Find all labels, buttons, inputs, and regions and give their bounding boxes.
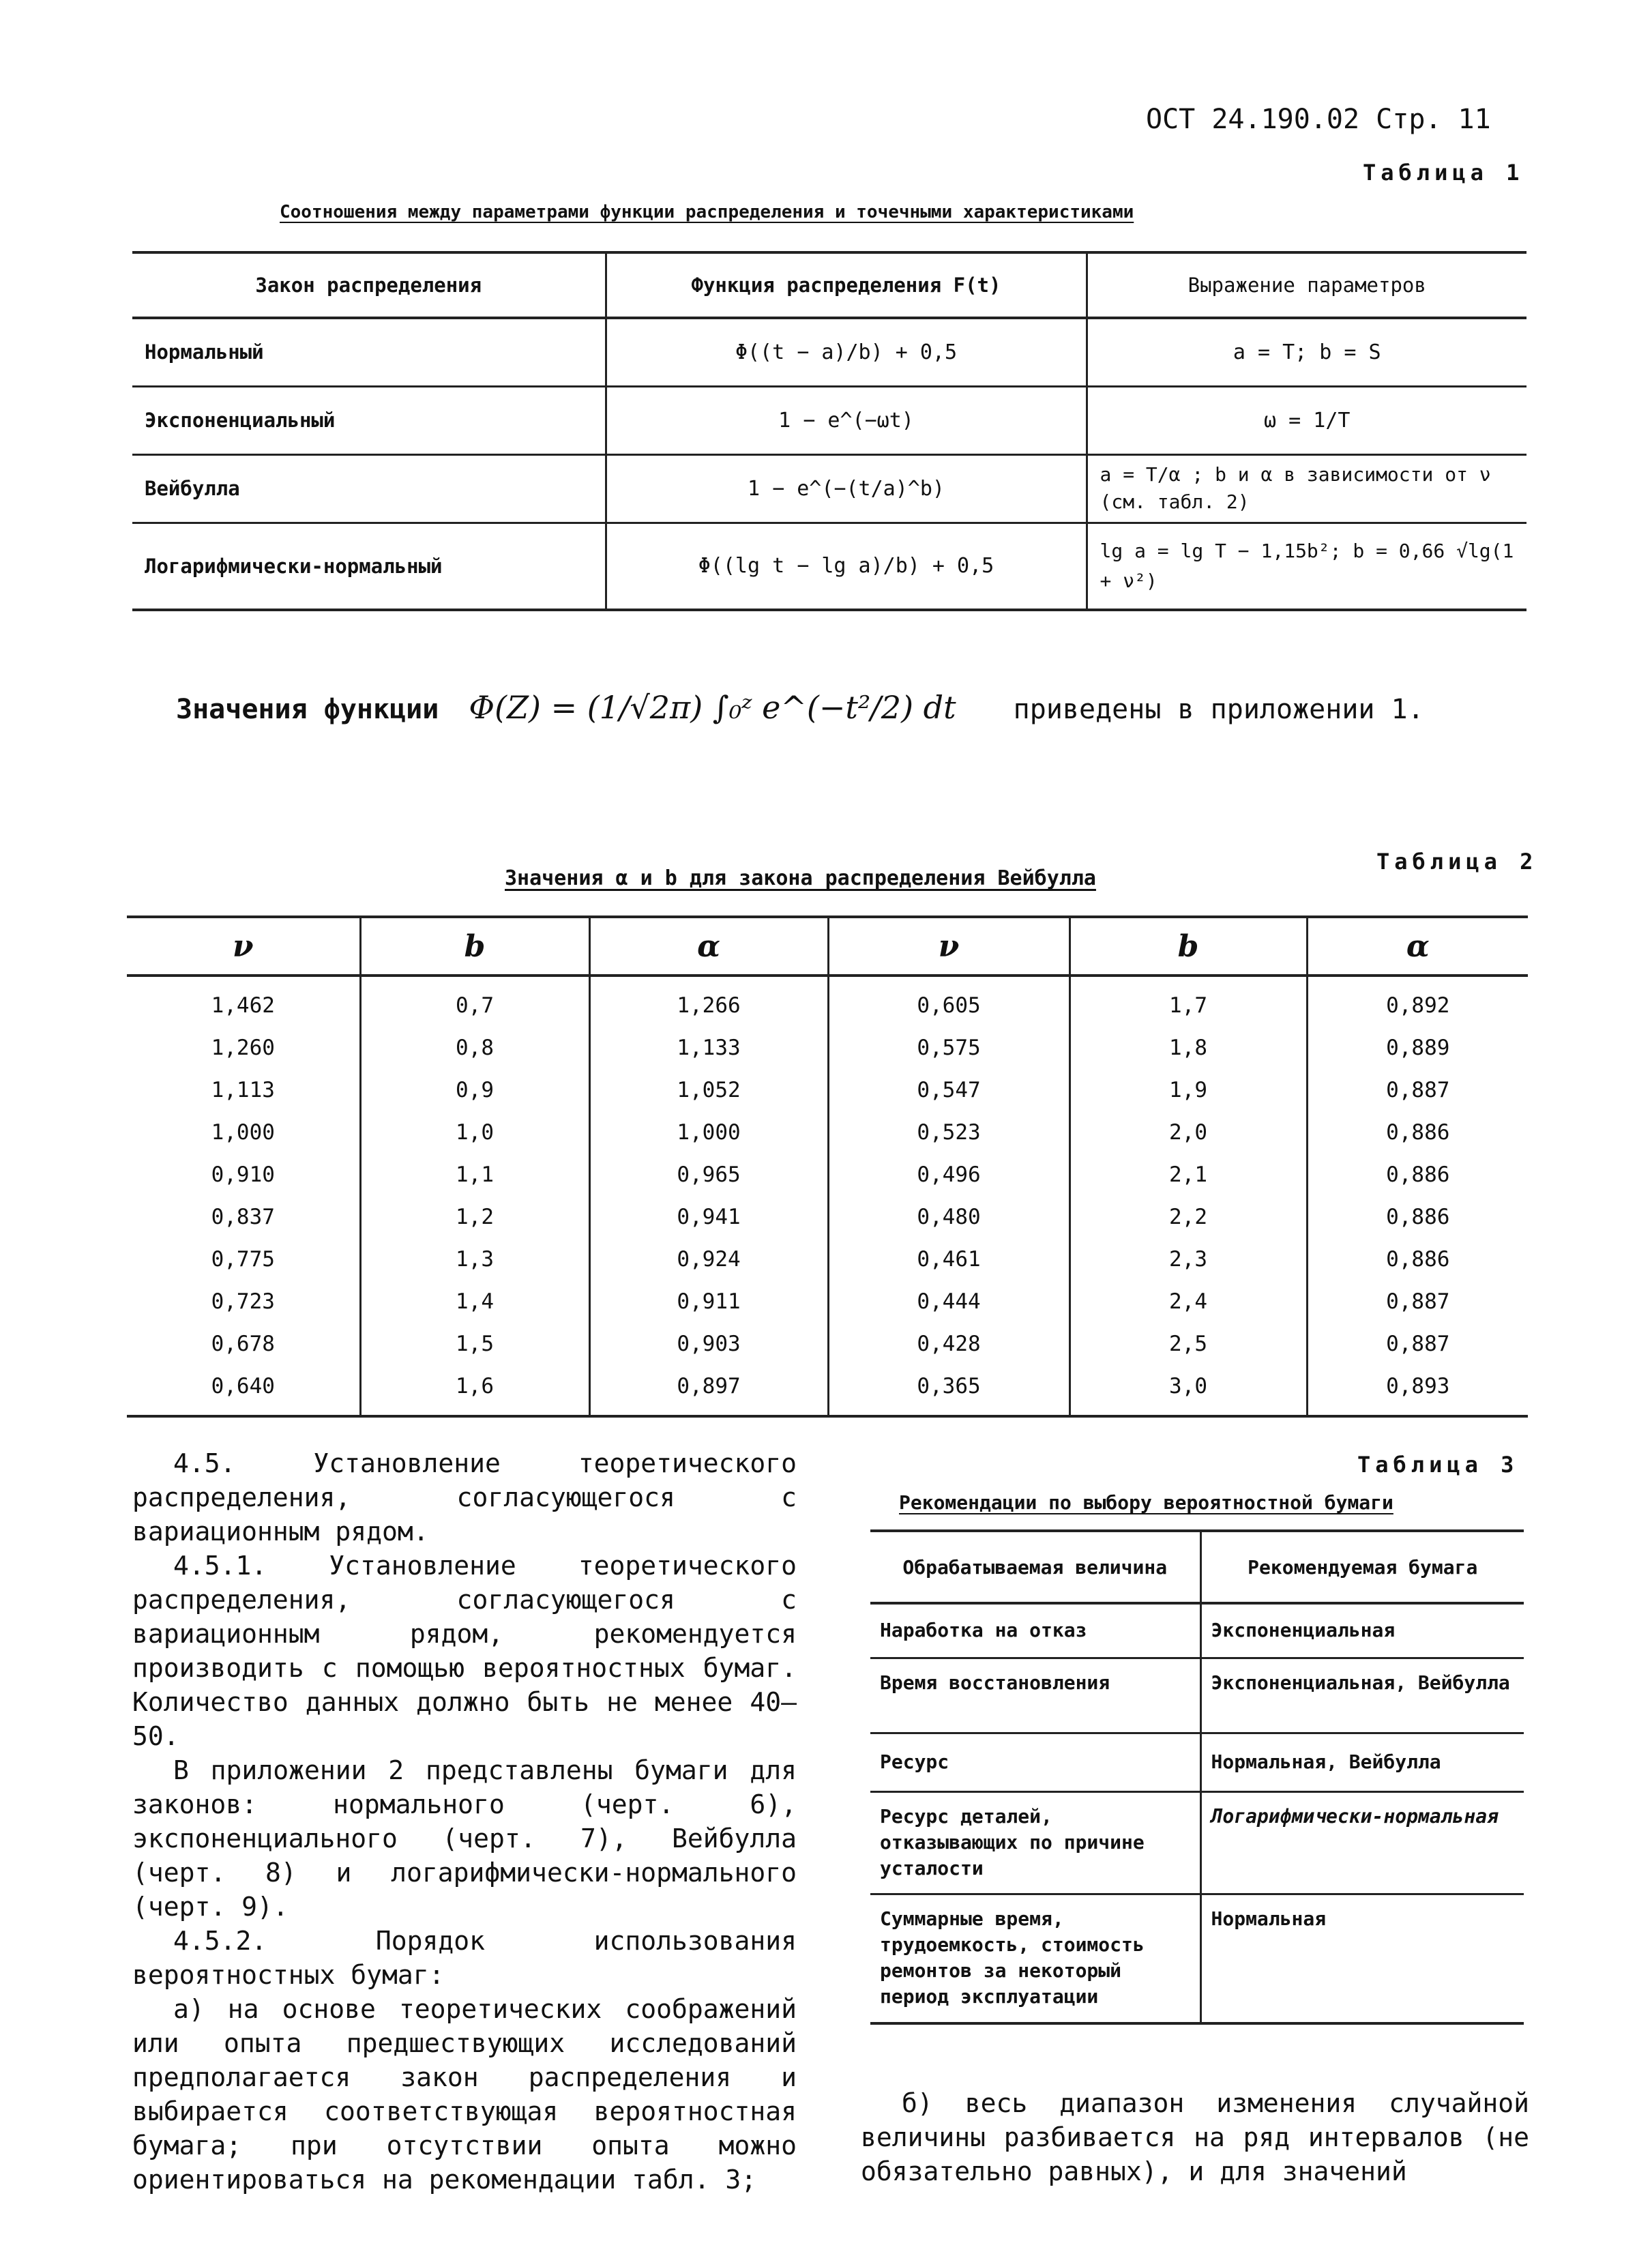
right-paragraph: б) весь диапазон изменения случайной величины разбивается на ряд интервалов (не обязательно равных), и для значений: [861, 2088, 1529, 2186]
table2-cell: 0,575: [828, 1027, 1070, 1069]
table-row: [127, 1323, 1528, 1365]
table2-cell: 0,911: [589, 1280, 828, 1323]
table2-cell: 1,260: [211, 1036, 275, 1060]
table2-cell: 2,5: [1070, 1323, 1307, 1365]
table2-cell: 0,924: [589, 1238, 828, 1280]
table2-header-nu: ν: [828, 917, 1070, 976]
table2-cell: 0,886: [1307, 1154, 1528, 1196]
table-row: [132, 523, 1526, 610]
table2-cell: 0,887: [1307, 1323, 1528, 1365]
table1-function: Φ((t − a)/b) + 0,5: [606, 318, 1087, 386]
table2-cell: 0,892: [1307, 976, 1528, 1027]
table-row: [870, 1791, 1524, 1894]
table2-cell: 0,897: [589, 1365, 828, 1416]
formula-lead: Значения функции: [176, 694, 439, 725]
table-row: [870, 1733, 1524, 1791]
table3: [870, 1529, 1524, 2025]
table1: [132, 251, 1526, 611]
table2-cell: 0,887: [1307, 1280, 1528, 1323]
table3-caption: Таблица 3: [1357, 1452, 1519, 1478]
table2-cell: 1,1: [360, 1154, 589, 1196]
table2-cell: 0,837: [211, 1205, 275, 1229]
table1-function: 1 − e^(−(t/a)^b): [606, 454, 1087, 523]
table3-paper: Нормальная: [1200, 1894, 1524, 2023]
table2-cell: 0,428: [828, 1323, 1070, 1365]
table1-function: 1 − e^(−ωt): [606, 386, 1087, 454]
table-row: [127, 1238, 1528, 1280]
table2-cell: 1,4: [360, 1280, 589, 1323]
table1-header-function: Функция распределения F(t): [606, 252, 1087, 318]
table2-cell: 1,052: [589, 1069, 828, 1111]
table2-cell: 0,941: [589, 1196, 828, 1238]
table1-params: ω = 1/T: [1087, 386, 1526, 454]
formula-line: [176, 689, 1424, 726]
table2-cell: 0,887: [1307, 1069, 1528, 1111]
table-row: [870, 1658, 1524, 1733]
table3-title: Рекомендации по выбору вероятностной бумаги: [899, 1491, 1393, 1514]
table2-cell: 0,775: [211, 1247, 275, 1272]
table1-law: Вейбулла: [132, 454, 606, 523]
table2-cell: 0,605: [828, 976, 1070, 1027]
table3-paper: Нормальная, Вейбулла: [1200, 1733, 1524, 1791]
table2-cell: 0,910: [211, 1162, 275, 1187]
table-row: [870, 1603, 1524, 1658]
table3-header-quantity: Обрабатываемая величина: [902, 1555, 1168, 1579]
table1-law: Логарифмически-нормальный: [132, 523, 606, 610]
table2: [127, 915, 1528, 1418]
table-row: [127, 1027, 1528, 1069]
table2-cell: 0,547: [828, 1069, 1070, 1111]
table2-cell: 1,000: [211, 1120, 275, 1145]
table2-header-nu: ν: [127, 917, 360, 976]
table3-quantity: Ресурс деталей, отказывающих по причине усталости: [880, 1804, 1145, 1879]
table2-cell: 1,266: [589, 976, 828, 1027]
table2-cell: 1,133: [589, 1027, 828, 1069]
paragraph: 4.5. Установление теоретического распределения, согласующегося с вариационным рядом.: [132, 1448, 797, 1547]
table2-cell: 0,903: [589, 1323, 828, 1365]
table3-quantity: Суммарные время, трудоемкость, стоимость ремонтов за некоторый период эксплуатации: [880, 1907, 1145, 2008]
table2-cell: 0,9: [360, 1069, 589, 1111]
table2-cell: 2,1: [1070, 1154, 1307, 1196]
table2-cell: 0,7: [360, 976, 589, 1027]
table2-cell: 1,9: [1070, 1069, 1307, 1111]
table-row: [127, 1196, 1528, 1238]
table1-law: Экспоненциальный: [132, 386, 606, 454]
table2-header-alpha: α: [589, 917, 828, 976]
table3-paper: Логарифмически-нормальная: [1200, 1791, 1524, 1894]
table-row: [127, 976, 1528, 1027]
formula-expression: Φ(Z) = (1/√2π) ∫₀ᶻ e^(−t²/2) dt: [469, 689, 956, 726]
table2-cell: 1,113: [211, 1078, 275, 1102]
table1-law: Нормальный: [132, 318, 606, 386]
table2-cell: 0,640: [127, 1365, 360, 1416]
table2-cell: 3,0: [1070, 1365, 1307, 1416]
table2-cell: 0,365: [828, 1365, 1070, 1416]
paragraph: 4.5.1. Установление теоретического распределения, согласующегося с вариационным рядом, рекомендуется производить с помощью вероятностных бумаг. Количество данных должно быть не менее 40–50.: [132, 1551, 797, 1751]
paragraph: В приложении 2 представлены бумаги для законов: нормального (черт. 6), экспоненциального (черт. 7), Вейбулла (черт. 8) и логарифмически-нормального (черт. 9).: [132, 1755, 797, 1922]
table2-cell: 1,6: [360, 1365, 589, 1416]
table2-cell: 0,723: [211, 1289, 275, 1314]
table-row: [132, 454, 1526, 523]
table3-quantity: Время восстановления: [880, 1671, 1110, 1694]
table1-header-law: Закон распределения: [132, 252, 606, 318]
table2-cell: 0,893: [1307, 1365, 1528, 1416]
table-row: [132, 318, 1526, 386]
table2-cell: 0,8: [360, 1027, 589, 1069]
table-row: [127, 1111, 1528, 1154]
table2-title: Значения α и b для закона распределения Вейбулла: [505, 866, 1096, 890]
table1-title: Соотношения между параметрами функции распределения и точечными характеристиками: [280, 202, 1134, 222]
table2-cell: 2,0: [1070, 1111, 1307, 1154]
table2-cell: 1,2: [360, 1196, 589, 1238]
table3-quantity: Ресурс: [880, 1750, 949, 1773]
table2-cell: 0,480: [828, 1196, 1070, 1238]
table3-paper: Экспоненциальная: [1200, 1603, 1524, 1658]
table2-cell: 0,496: [828, 1154, 1070, 1196]
table2-cell: 1,462: [211, 993, 275, 1018]
table2-cell: 1,000: [589, 1111, 828, 1154]
table2-cell: 2,4: [1070, 1280, 1307, 1323]
table-row: [870, 1894, 1524, 2023]
table-row: [132, 386, 1526, 454]
table2-cell: 2,2: [1070, 1196, 1307, 1238]
table2-cell: 0,678: [211, 1332, 275, 1356]
table2-cell: 0,886: [1307, 1111, 1528, 1154]
table2-cell: 0,965: [589, 1154, 828, 1196]
left-text-column: [132, 1446, 797, 2197]
paragraph: а) на основе теоретических соображений или опыта предшествующих исследований предполагается закон распределения и выбирается соответствующая вероятностная бумага; при отсутствии опыта можно ориентироваться на рекомендации табл. 3;: [132, 1994, 797, 2195]
table1-header-params: Выражение параметров: [1087, 252, 1526, 318]
table3-header-paper: Рекомендуемая бумага: [1200, 1531, 1524, 1603]
table2-cell: 1,0: [360, 1111, 589, 1154]
table-row: [127, 1154, 1528, 1196]
page-header: ОСТ 24.190.02 Стр. 11: [1146, 104, 1491, 135]
table1-params: a = T/α ; b и α в зависимости от ν (см. табл. 2): [1087, 454, 1526, 523]
table2-cell: 0,886: [1307, 1238, 1528, 1280]
table3-paper: Экспоненциальная, Вейбулла: [1200, 1658, 1524, 1733]
table2-cell: 0,886: [1307, 1196, 1528, 1238]
table2-caption: Таблица 2: [1376, 849, 1538, 875]
table-row: [127, 1365, 1528, 1416]
formula-tail: приведены в приложении 1.: [1013, 694, 1424, 725]
paragraph: 4.5.2. Порядок использования вероятностных бумаг:: [132, 1926, 797, 1990]
table2-header-b: b: [360, 917, 589, 976]
table2-cell: 1,8: [1070, 1027, 1307, 1069]
table2-header-alpha: α: [1307, 917, 1528, 976]
table1-params: a = T; b = S: [1087, 318, 1526, 386]
table-row: [127, 1280, 1528, 1323]
table2-cell: 0,444: [828, 1280, 1070, 1323]
table2-cell: 1,7: [1070, 976, 1307, 1027]
table3-quantity: Наработка на отказ: [880, 1619, 1087, 1642]
table2-cell: 0,889: [1307, 1027, 1528, 1069]
table2-cell: 0,461: [828, 1238, 1070, 1280]
table1-params: lg a = lg T − 1,15b²; b = 0,66 √lg(1 + ν²): [1087, 523, 1526, 610]
table2-cell: 0,523: [828, 1111, 1070, 1154]
table2-cell: 2,3: [1070, 1238, 1307, 1280]
table2-cell: 1,5: [360, 1323, 589, 1365]
table1-caption: Таблица 1: [1363, 160, 1524, 186]
table2-header-b: b: [1070, 917, 1307, 976]
table1-function: Φ((lg t − lg a)/b) + 0,5: [606, 523, 1087, 610]
table2-cell: 1,3: [360, 1238, 589, 1280]
table-row: [127, 1069, 1528, 1111]
